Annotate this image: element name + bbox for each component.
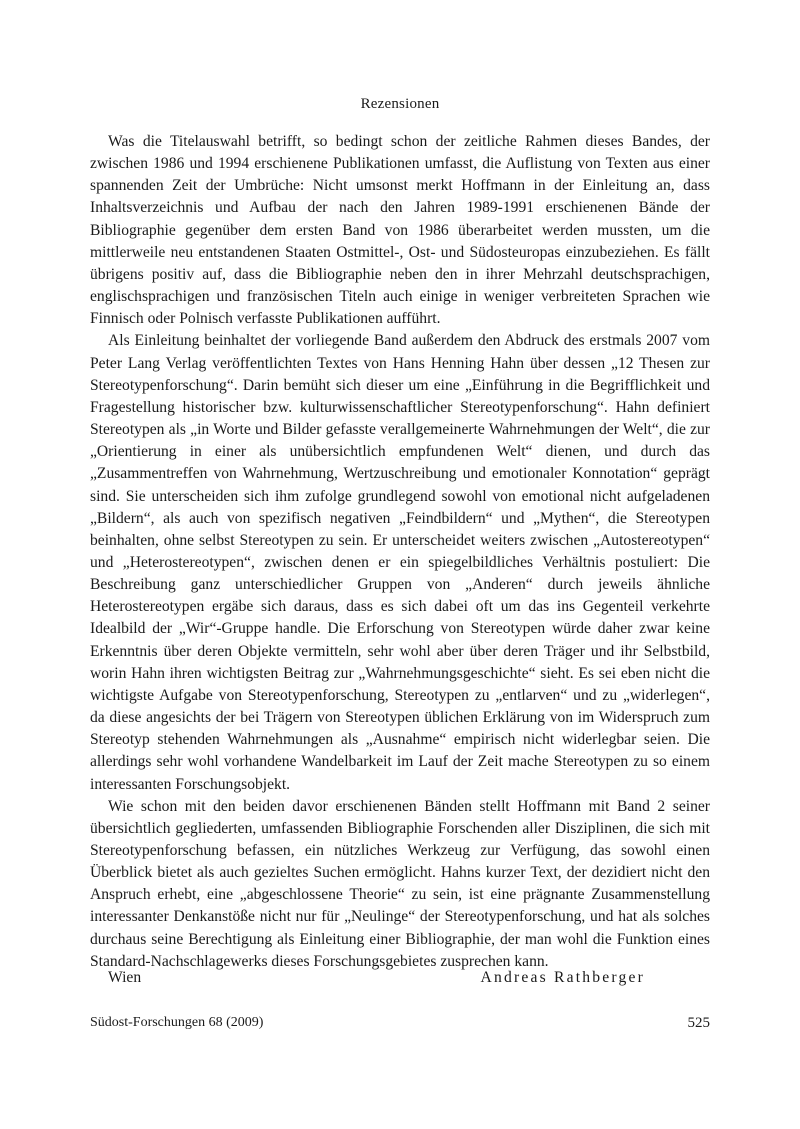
page-number: 525	[687, 1015, 710, 1031]
signature	[108, 969, 645, 991]
paragraph-introduction-hahn: Als Einleitung beinhaltet der vorliegende Band außerdem den Abdruck des erstmals 2007 vom Peter Lang Verlag veröffentlichten Textes von Hans Henning Hahn über dessen „12 Thesen zur Stereotypenforschung“. Darin bemüht sich dieser um eine „Einführung in die Begrifflichkeit und Fragestellung historischer bzw. kulturwissenschaftlicher Stereotypenforschung“. Hahn definiert Stereotypen als „in Worte und Bilder gefasste verallgemeinerte Wahrnehmungen der Welt“, die zur „Orientierung in einer als unübersichtlich empfundenen Welt“ dienen, und durch das „Zusammentreffen von Wahrnehmung, Wertzuschreibung und emotionaler Konnotation“ geprägt sind. Sie unterscheiden sich ihm zufolge grundlegend sowohl von emotional nicht aufgeladenen „Bildern“, als auch von spezifisch negativen „Feindbildern“ und „Mythen“, die Stereotypen beinhalten, ohne selbst Stereotypen zu sein. Er unterscheidet weiters zwischen „Autostereotypen“ und „Heterostereotypen“, zwischen denen er ein spiegelbildliches Verhältnis postuliert: Die Beschreibung ganz unterschiedlicher Gruppen von „Anderen“ durch jeweils ähnliche Heterostereotypen ergäbe sich daraus, dass es sich dabei oft um das ins Gegenteil verkehrte Idealbild der „Wir“-Gruppe handle. Die Erforschung von Stereotypen würde daher zwar keine Erkenntnis über deren Objekte vermitteln, sehr wohl aber über deren Träger und ihr Selbstbild, worin Hahn ihren wichtigsten Beitrag zur „Wahrnehmungsgeschichte“ sieht. Es sei eben nicht die wichtigste Aufgabe von Stereotypenforschung, Stereotypen zu „entlarven“ und zu „widerlegen“, da diese angesichts der bei Trägern von Stereotypen üblichen Erklärung von im Widerspruch zum Stereotyp stehenden Wahrnehmungen als „Ausnahme“ empirisch nicht widerlegbar seien. Die allerdings sehr wohl vorhandene Wandelbarkeit im Lauf der Zeit mache Stereotypen zu so einem interessanten Forschungsobjekt.	[90, 332, 710, 793]
running-head: Rezensionen	[360, 96, 440, 112]
page-footer	[90, 1015, 710, 1037]
signature-place: Wien	[108, 969, 142, 986]
review-body	[90, 131, 710, 973]
journal-citation: Südost-Forschungen 68 (2009)	[90, 1015, 264, 1030]
signature-author: Andreas Rathberger	[480, 969, 645, 986]
paragraph-conclusion: Wie schon mit den beiden davor erschienenen Bänden stellt Hoffmann mit Band 2 seiner übersichtlich gegliederten, umfassenden Bibliographie Forschenden aller Disziplinen, die sich mit Stereotypenforschung befassen, ein nützliches Werkzeug zur Verfügung, das sowohl einen Überblick bietet als auch gezieltes Suchen ermöglicht. Hahns kurzer Text, der dezidiert nicht den Anspruch erhebt, eine „abgeschlossene Theorie“ zu sein, ist eine prägnante Zusammenstellung interessanter Denkanstöße nicht nur für „Neulinge“ der Stereotypenforschung, und hat als solches durchaus seine Berechtigung als Einleitung einer Bibliographie, der man wohl die Funktion eines Standard-Nachschlagewerks dieses Forschungsgebietes zusprechen kann.	[90, 797, 710, 970]
paragraph-title-selection: Was die Titelauswahl betrifft, so bedingt schon der zeitliche Rahmen dieses Bandes, der zwischen 1986 und 1994 erschienene Publikationen umfasst, die Auflistung von Texten aus einer spannenden Zeit der Umbrüche: Nicht umsonst merkt Hoffmann in der Einleitung an, dass Inhaltsverzeichnis und Aufbau der nach den Jahren 1989-1991 erschienenen Bände der Bibliographie gegenüber dem ersten Band von 1986 überarbeitet werden mussten, um die mittlerweile neu entstandenen Staaten Ostmittel-, Ost- und Südosteuropas einzubeziehen. Es fällt übrigens positiv auf, dass die Bibliographie neben den in ihrer Mehrzahl deutschsprachigen, englischsprachigen und französischen Titeln auch einige in weniger verbreiteten Sprachen wie Finnisch oder Polnisch verfasste Publikationen aufführt.	[90, 133, 710, 328]
